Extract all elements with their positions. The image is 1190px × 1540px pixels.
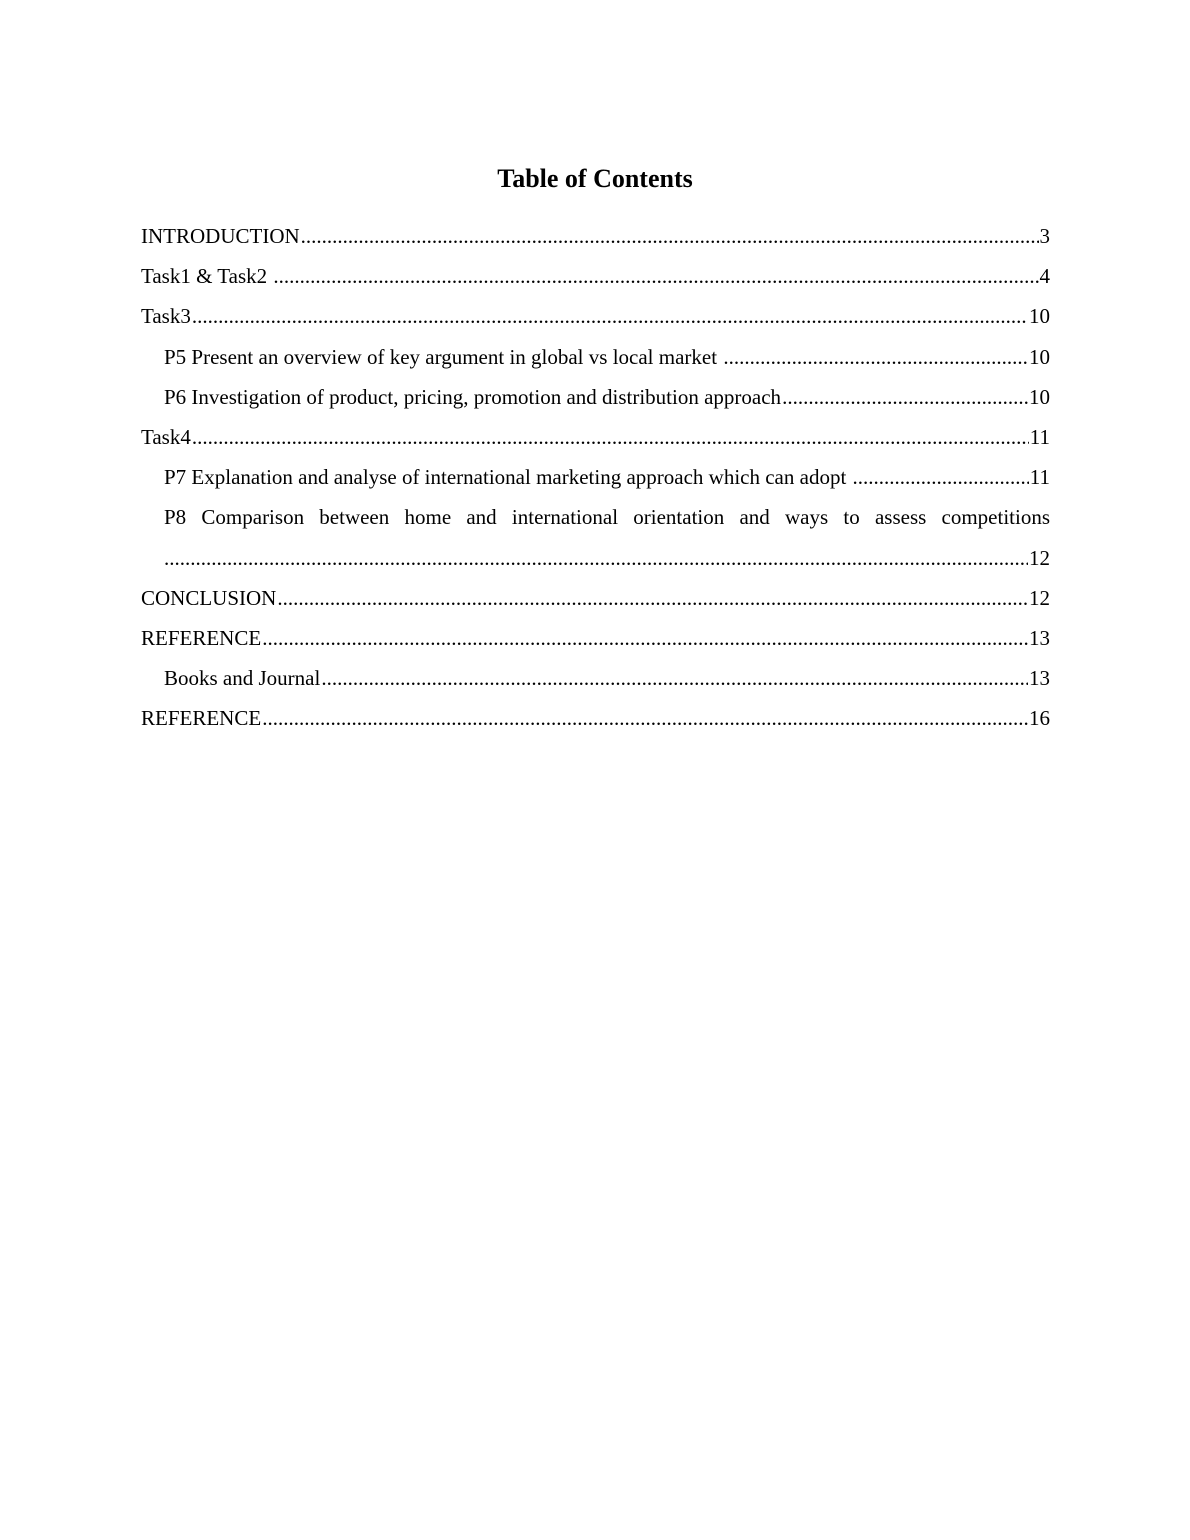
toc-page-number: 10 (1029, 384, 1050, 409)
toc-dot-leader (782, 377, 1028, 417)
toc-page-number: 3 (1039, 224, 1050, 248)
toc-dot-leader (321, 658, 1028, 698)
toc-entry-label: CONCLUSION (141, 585, 277, 610)
toc-dot-leader (277, 578, 1028, 618)
toc-entry-task3[interactable] (141, 296, 1050, 336)
toc-entry-p7[interactable] (141, 457, 1050, 497)
toc-entry-conclusion[interactable] (141, 578, 1050, 618)
toc-dot-leader (262, 618, 1028, 658)
toc-entry-label: Books and Journal (164, 666, 321, 691)
toc-entry-task1-task2[interactable] (141, 256, 1050, 296)
toc-entry-label: Task3 (141, 304, 191, 329)
toc-dot-leader (262, 698, 1028, 738)
toc-entry-label: P8 Comparison between home and international orientation and ways to assess competitions (164, 505, 1050, 530)
toc-entry-p6[interactable] (141, 377, 1050, 417)
toc-page-number: 13 (1029, 666, 1050, 691)
toc-dot-leader (164, 538, 1028, 578)
toc-entry-label: Task1 & Task2 (141, 264, 273, 289)
toc-page-number: 12 (1029, 585, 1050, 610)
toc-dot-leader (301, 216, 1039, 256)
toc-dot-leader (723, 337, 1028, 377)
toc-page-number: 10 (1029, 344, 1050, 369)
toc-dot-leader (192, 296, 1028, 336)
toc-entry-label: REFERENCE (141, 706, 262, 731)
toc-dot-leader (192, 417, 1029, 457)
toc-page-number: 4 (1039, 264, 1050, 289)
toc-entry-p5[interactable] (141, 337, 1050, 377)
toc-page-number: 12 (1029, 545, 1050, 570)
toc-page-number: 16 (1029, 706, 1050, 731)
toc-entry-task4[interactable] (141, 417, 1050, 457)
toc-entry-continuation (164, 538, 1050, 578)
toc-page-number: 11 (1029, 424, 1050, 449)
toc-entry-label: REFERENCE (141, 625, 262, 650)
toc-dot-leader (853, 457, 1029, 497)
toc-page-number: 10 (1029, 304, 1050, 329)
toc-entry-label: Task4 (141, 424, 191, 449)
toc-entry-label: INTRODUCTION (141, 224, 300, 248)
toc-list (141, 216, 1050, 738)
toc-entry-reference[interactable] (141, 618, 1050, 658)
toc-page-number: 11 (1029, 465, 1050, 490)
toc-entry-p8[interactable] (141, 497, 1050, 577)
toc-entry-label: P5 Present an overview of key argument in global vs local market (164, 344, 723, 369)
toc-entry-books-and-journal[interactable] (141, 658, 1050, 698)
toc-title: Table of Contents (497, 164, 693, 193)
toc-entry-label: P7 Explanation and analyse of international marketing approach which can adopt (164, 465, 852, 490)
toc-entry-label: P6 Investigation of product, pricing, promotion and distribution approach (164, 384, 782, 409)
toc-entry-introduction[interactable] (141, 216, 1050, 256)
toc-dot-leader (273, 256, 1038, 296)
toc-page-number: 13 (1029, 625, 1050, 650)
toc-entry-reference-2[interactable] (141, 698, 1050, 738)
